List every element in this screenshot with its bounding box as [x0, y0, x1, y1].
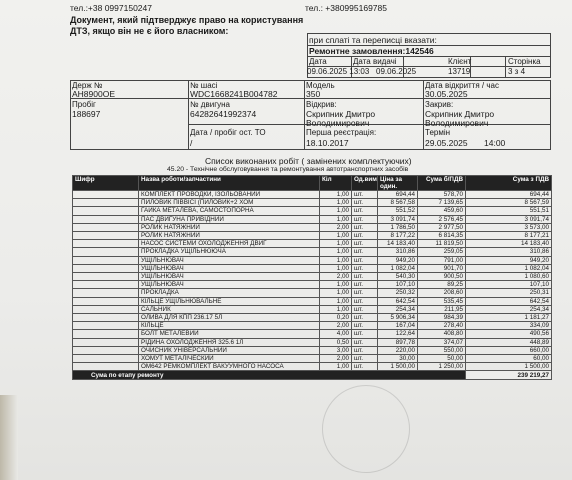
vin-value: WDC1668241B004782 — [190, 89, 278, 99]
cell-price: 30,00 — [378, 355, 418, 363]
cell-sum-novat: 259,05 — [418, 248, 466, 256]
col-date-label: Дата — [309, 57, 327, 66]
cell-price: 310,86 — [378, 248, 418, 256]
cell-price: 642,54 — [378, 297, 418, 305]
cell-unit: шт. — [352, 207, 378, 215]
cell-price: 540,30 — [378, 273, 418, 281]
cell-code — [73, 330, 139, 338]
cell-qty: 3,00 — [320, 346, 352, 354]
term-time: 14:00 — [484, 138, 506, 148]
cell-price: 254,34 — [378, 305, 418, 313]
col-issue-label: Дата видачі — [353, 57, 397, 66]
table-row — [73, 281, 552, 289]
works-subtitle: 45.20 - Технічне обслуговування та ремонтування автотранспортних засобів — [167, 166, 409, 173]
cell-sum-novat: 984,39 — [418, 314, 466, 322]
cell-name: КІЛЬЦЕ УЩІЛЬНЮВАЛЬНЕ — [139, 297, 320, 305]
cell-name: УЩІЛЬНЮВАЧ — [139, 264, 320, 272]
page-edge — [0, 395, 18, 480]
table-row — [73, 314, 552, 322]
table-row — [73, 297, 552, 305]
client-id: 13719 — [448, 67, 471, 76]
cell-name: ПАС ДВИГУНА ПРИВІДНИЙ — [139, 215, 320, 223]
order-title: Ремонтне замовлення:142546 — [309, 46, 434, 56]
cell-name: РОЛИК НАТЯЖНИЙ — [139, 232, 320, 240]
cell-price: 1 786,50 — [378, 223, 418, 231]
cell-name: УЩІЛЬНЮВАЧ — [139, 256, 320, 264]
cell-name: НАСОС СИСТЕМИ ОХОЛОДЖЕННЯ ДВИГ — [139, 240, 320, 248]
cell-qty: 0,50 — [320, 338, 352, 346]
cell-name: КІЛЬЦЕ — [139, 322, 320, 330]
cell-code — [73, 240, 139, 248]
cell-code — [73, 355, 139, 363]
cell-qty: 1,00 — [320, 305, 352, 313]
cell-price: 3 091,74 — [378, 215, 418, 223]
cell-sum-novat: 901,70 — [418, 264, 466, 272]
cell-unit: шт. — [352, 305, 378, 313]
cell-sum-novat: 1 250,00 — [418, 363, 466, 371]
table-row — [73, 289, 552, 297]
table-row — [73, 355, 552, 363]
col-name: Назва роботи/запчастини — [139, 176, 320, 191]
col-page-label: Сторінка — [508, 57, 541, 66]
cell-unit: шт. — [352, 215, 378, 223]
cell-qty: 2,00 — [320, 322, 352, 330]
table-row — [73, 240, 552, 248]
model-value: 350 — [306, 89, 321, 99]
table-row — [73, 264, 552, 272]
cell-code — [73, 363, 139, 371]
total-label: Сума по етапу ремонту — [73, 371, 466, 380]
doc-right-line-2: ДТЗ, якщо він не є його власником: — [70, 26, 229, 36]
model-label: Модель — [306, 81, 335, 90]
cell-name: КОМПЛЕКТ ПРОВОДКИ, ІЗОЛЬОВАНИЙ — [139, 191, 320, 199]
cell-sum-novat: 900,50 — [418, 273, 466, 281]
table-row — [73, 322, 552, 330]
cell-code — [73, 264, 139, 272]
divider — [423, 80, 424, 150]
table-row — [73, 232, 552, 240]
cell-qty: 1,00 — [320, 256, 352, 264]
cell-name: ПРОКЛАДКА — [139, 289, 320, 297]
cell-code — [73, 256, 139, 264]
cell-name: ГАЙКА МЕТАЛЕВА, САМОСТОПОРНА — [139, 207, 320, 215]
cell-sum-novat: 2 977,50 — [418, 223, 466, 231]
open-date-label: Дата відкриття / час — [425, 81, 499, 90]
col-sum-novat: Сума б/ПДВ — [418, 176, 466, 191]
cell-name: УЩІЛЬНЮВАЧ — [139, 273, 320, 281]
table-row — [73, 305, 552, 313]
divider — [304, 80, 305, 150]
cell-sum-vat: 1 500,00 — [466, 363, 552, 371]
col-code: Шифр — [73, 176, 139, 191]
table-row — [73, 346, 552, 354]
cell-qty: 0,20 — [320, 314, 352, 322]
cell-qty: 1,00 — [320, 240, 352, 248]
cell-sum-vat: 310,86 — [466, 248, 552, 256]
cell-sum-novat: 535,45 — [418, 297, 466, 305]
cell-qty: 1,00 — [320, 363, 352, 371]
cell-name: САЛЬНИК — [139, 305, 320, 313]
total-row — [73, 371, 552, 380]
cell-unit: шт. — [352, 338, 378, 346]
table-row — [73, 191, 552, 199]
cell-unit: шт. — [352, 199, 378, 207]
cell-unit: шт. — [352, 232, 378, 240]
cell-sum-vat: 3 573,00 — [466, 223, 552, 231]
cell-qty: 1,00 — [320, 215, 352, 223]
cell-sum-vat: 107,10 — [466, 281, 552, 289]
closed-by-name: Скрипник Дмитро — [425, 109, 495, 119]
term-label: Термін — [425, 128, 451, 137]
cell-unit: шт. — [352, 322, 378, 330]
last-to-value: / — [190, 138, 193, 148]
cell-sum-vat: 1 181,27 — [466, 314, 552, 322]
cell-unit: шт. — [352, 240, 378, 248]
cell-code — [73, 281, 139, 289]
works-title: Список виконаних робіт ( замінених комплектуючих) — [205, 156, 412, 166]
engine-value: 64282641992374 — [190, 109, 257, 119]
first-reg-label: Перша реєстрація: — [306, 128, 377, 137]
faint-stamp — [322, 385, 410, 473]
cell-qty: 1,00 — [320, 232, 352, 240]
page-number: 3 з 4 — [508, 67, 526, 76]
cell-sum-novat: 2 576,45 — [418, 215, 466, 223]
cell-sum-vat: 14 183,40 — [466, 240, 552, 248]
cell-sum-novat: 211,95 — [418, 305, 466, 313]
cell-qty: 1,00 — [320, 248, 352, 256]
order-date: 09.06.2025 13:03 — [307, 67, 370, 76]
table-row — [73, 338, 552, 346]
table-row — [73, 199, 552, 207]
cell-name: ПИЛОВИК ПІВВІСІ (ПИЛОВИК+2 ХОМ — [139, 199, 320, 207]
cell-unit: шт. — [352, 281, 378, 289]
cell-sum-novat: 89,25 — [418, 281, 466, 289]
first-reg-value: 18.10.2017 — [306, 138, 349, 148]
cell-sum-vat: 334,09 — [466, 322, 552, 330]
cell-unit: шт. — [352, 346, 378, 354]
cell-code — [73, 223, 139, 231]
cell-sum-novat: 6 814,35 — [418, 232, 466, 240]
divider — [188, 124, 551, 125]
cell-sum-novat: 50,00 — [418, 355, 466, 363]
cell-sum-novat: 11 819,50 — [418, 240, 466, 248]
cell-qty: 1,00 — [320, 199, 352, 207]
cell-unit: шт. — [352, 289, 378, 297]
cell-unit: шт. — [352, 191, 378, 199]
cell-unit: шт. — [352, 256, 378, 264]
open-date-value: 30.05.2025 — [425, 89, 468, 99]
cell-sum-vat: 8 177,21 — [466, 232, 552, 240]
table-row — [73, 256, 552, 264]
cell-sum-vat: 1 080,60 — [466, 273, 552, 281]
table-row — [73, 248, 552, 256]
cell-sum-vat: 60,00 — [466, 355, 552, 363]
doc-right-line-1: Документ, який підтверджує право на користування — [70, 15, 304, 25]
closed-by-patronymic: Володимирович — [425, 118, 489, 128]
cell-sum-novat: 791,00 — [418, 256, 466, 264]
last-to-label: Дата / пробіг ост. ТО — [190, 128, 266, 137]
cell-code — [73, 191, 139, 199]
divider — [505, 56, 506, 78]
works-table — [72, 175, 552, 380]
phone-2: тел.: +380995169785 — [305, 3, 387, 13]
cell-code — [73, 232, 139, 240]
cell-unit: шт. — [352, 297, 378, 305]
cell-sum-novat: 208,60 — [418, 289, 466, 297]
cell-code — [73, 338, 139, 346]
cell-sum-novat: 459,60 — [418, 207, 466, 215]
table-row — [73, 223, 552, 231]
col-unit: Од.вим — [352, 176, 378, 191]
cell-qty: 1,00 — [320, 297, 352, 305]
cell-price: 694,44 — [378, 191, 418, 199]
cell-code — [73, 346, 139, 354]
cell-sum-vat: 1 082,04 — [466, 264, 552, 272]
cell-sum-vat: 694,44 — [466, 191, 552, 199]
cell-unit: шт. — [352, 273, 378, 281]
table-row — [73, 215, 552, 223]
cell-sum-vat: 250,31 — [466, 289, 552, 297]
cell-unit: шт. — [352, 314, 378, 322]
cell-sum-vat: 551,51 — [466, 207, 552, 215]
issue-date: 09.06.2025 — [376, 67, 417, 76]
cell-price: 107,10 — [378, 281, 418, 289]
cell-code — [73, 305, 139, 313]
cell-sum-vat: 448,89 — [466, 338, 552, 346]
cell-sum-novat: 408,80 — [418, 330, 466, 338]
cell-name: ОЧИСНИК УНІВЕРСАЛЬНИЙ — [139, 346, 320, 354]
engine-label: № двигуна — [190, 100, 230, 109]
cell-price: 220,00 — [378, 346, 418, 354]
cell-sum-novat: 374,07 — [418, 338, 466, 346]
cell-sum-vat: 490,56 — [466, 330, 552, 338]
cell-qty: 1,00 — [320, 207, 352, 215]
cell-unit: шт. — [352, 264, 378, 272]
closed-by-label: Закрив: — [425, 100, 454, 109]
cell-price: 8 177,22 — [378, 232, 418, 240]
cell-price: 5 906,34 — [378, 314, 418, 322]
table-row — [73, 363, 552, 371]
cell-code — [73, 248, 139, 256]
cell-qty: 1,00 — [320, 289, 352, 297]
cell-unit: шт. — [352, 355, 378, 363]
table-row — [73, 330, 552, 338]
col-price: Ціна за один. — [378, 176, 418, 191]
plate-label: Держ № — [72, 81, 103, 90]
cell-qty: 2,00 — [320, 355, 352, 363]
cell-sum-novat: 7 139,65 — [418, 199, 466, 207]
table-row — [73, 273, 552, 281]
cell-code — [73, 297, 139, 305]
cell-sum-novat: 278,40 — [418, 322, 466, 330]
cell-sum-novat: 550,00 — [418, 346, 466, 354]
cell-name: ПРОКЛАДКА УЩІЛЬНЮЮЧА — [139, 248, 320, 256]
cell-name: БОЛТ МЕТАЛЕВИЙ — [139, 330, 320, 338]
cell-code — [73, 273, 139, 281]
cell-code — [73, 289, 139, 297]
cell-price: 167,04 — [378, 322, 418, 330]
cell-sum-vat: 254,34 — [466, 305, 552, 313]
cell-price: 897,78 — [378, 338, 418, 346]
table-row — [73, 207, 552, 215]
cell-price: 1 500,00 — [378, 363, 418, 371]
cell-sum-vat: 949,20 — [466, 256, 552, 264]
cell-code — [73, 207, 139, 215]
cell-code — [73, 322, 139, 330]
divider — [188, 80, 189, 150]
mileage-value: 188697 — [72, 109, 101, 119]
cell-name: OM642 РЕМКОМПЛЕКТ ВАКУУМНОГО НАСОСА — [139, 363, 320, 371]
cell-unit: шт. — [352, 363, 378, 371]
opened-by-label: Відкрив: — [306, 100, 337, 109]
cell-name: РІДИНА ОХОЛОДЖЕННЯ 325.6 1Л — [139, 338, 320, 346]
cell-unit: шт. — [352, 248, 378, 256]
cell-name: УЩІЛЬНЮВАЧ — [139, 281, 320, 289]
opened-by-patronymic: Володимирович — [306, 118, 370, 128]
cell-sum-vat: 3 091,74 — [466, 215, 552, 223]
cell-sum-vat: 660,00 — [466, 346, 552, 354]
cell-name: ОЛИВА ДЛЯ КПП 236.17 5Л — [139, 314, 320, 322]
cell-price: 122,64 — [378, 330, 418, 338]
cell-unit: шт. — [352, 223, 378, 231]
cell-price: 14 183,40 — [378, 240, 418, 248]
cell-code — [73, 215, 139, 223]
cell-price: 250,32 — [378, 289, 418, 297]
cell-qty: 1,00 — [320, 281, 352, 289]
cell-sum-novat: 578,70 — [418, 191, 466, 199]
cell-price: 1 082,04 — [378, 264, 418, 272]
table-header-row — [73, 176, 552, 191]
col-qty: Кіл — [320, 176, 352, 191]
cell-qty: 2,00 — [320, 273, 352, 281]
cell-sum-vat: 8 567,59 — [466, 199, 552, 207]
cell-price: 949,20 — [378, 256, 418, 264]
cell-code — [73, 314, 139, 322]
cell-code — [73, 199, 139, 207]
cell-qty: 2,00 — [320, 223, 352, 231]
mileage-label: Пробіг — [72, 100, 96, 109]
cell-qty: 4,00 — [320, 330, 352, 338]
cell-price: 551,52 — [378, 207, 418, 215]
cell-qty: 1,00 — [320, 191, 352, 199]
term-date: 29.05.2025 — [425, 138, 468, 148]
payment-note: при сплаті та переписці вказати: — [309, 35, 437, 45]
cell-name: РОЛИК НАТЯЖНИЙ — [139, 223, 320, 231]
opened-by-name: Скрипник Дмитро — [306, 109, 376, 119]
cell-price: 8 567,58 — [378, 199, 418, 207]
cell-sum-vat: 642,54 — [466, 297, 552, 305]
cell-unit: шт. — [352, 330, 378, 338]
col-client-label: Клієнт — [448, 57, 472, 66]
plate-value: АН8900ОЕ — [72, 89, 115, 99]
total-value: 239 219,27 — [466, 371, 552, 380]
col-sum-vat: Сума з ПДВ — [466, 176, 552, 191]
phone-1: тел.:+38 0997150247 — [70, 3, 152, 13]
cell-name: ХОМУТ МЕТАЛІЧЕСКИЙ — [139, 355, 320, 363]
vin-label: № шасі — [190, 81, 218, 90]
cell-qty: 1,00 — [320, 264, 352, 272]
